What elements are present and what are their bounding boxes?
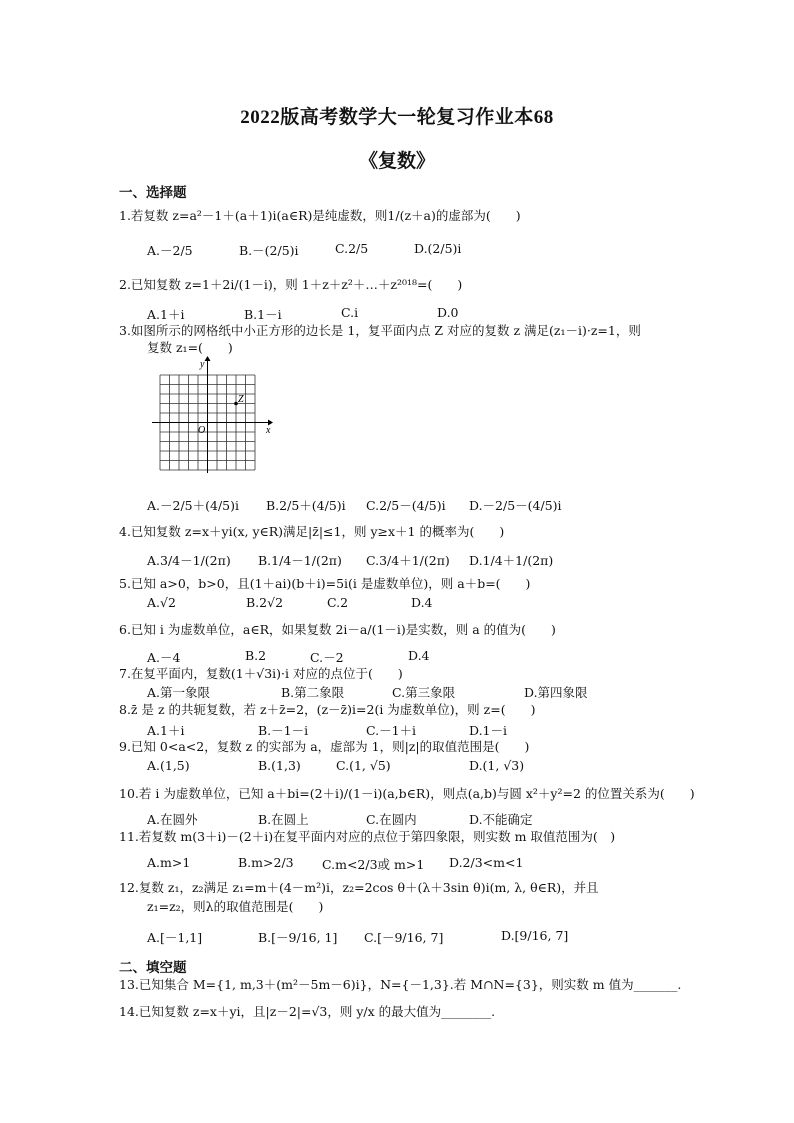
option-11d: D.2/3<m<1 (449, 855, 524, 870)
option-1d: D.(2/5)i (414, 241, 462, 256)
question-7: 7.在复平面内，复数(1＋√3i)·i 对应的点位于( ) (119, 666, 403, 681)
option-2b: B.1－i (244, 307, 282, 322)
section-heading-fill: 二、填空题 (119, 960, 187, 976)
option-3a: A.－2/5＋(4/5)i (147, 498, 239, 513)
option-3d: D.－2/5－(4/5)i (469, 498, 562, 513)
option-11c: C.m<2/3或 m>1 (322, 857, 425, 872)
option-7b: B.第二象限 (281, 685, 345, 700)
option-12b: B.[－9/16, 1] (258, 930, 338, 945)
option-11b: B.m>2/3 (238, 855, 294, 870)
option-9c: C.(1, √5) (336, 758, 391, 773)
option-3b: B.2/5＋(4/5)i (266, 498, 346, 513)
option-10d: D.不能确定 (469, 812, 533, 827)
complex-plane-grid-figure (150, 355, 275, 475)
section-heading-choice: 一、选择题 (119, 185, 187, 201)
option-12c: C.[－9/16, 7] (364, 930, 444, 945)
option-5a: A.√2 (147, 595, 176, 610)
option-4b: B.1/4－1/(2π) (258, 553, 342, 568)
question-3-cont: 复数 z₁=( ) (147, 340, 233, 355)
question-5: 5.已知 a>0，b>0，且(1＋ai)(b＋i)=5i(i 是虚数单位)，则 a＋b=( ) (119, 576, 531, 591)
option-3c: C.2/5－(4/5)i (366, 498, 446, 513)
option-9a: A.(1,5) (147, 758, 190, 773)
option-6b: B.2 (245, 648, 267, 663)
option-7d: D.第四象限 (524, 685, 588, 700)
option-2a: A.1＋i (147, 307, 185, 322)
grid-svg (150, 355, 275, 475)
option-7a: A.第一象限 (147, 685, 211, 700)
question-13: 13.已知集合 M={1, m,3＋(m²－5m－6)i}，N={－1,3}.若 M∩N={3}，则实数 m 值为_______. (119, 977, 682, 992)
question-12: 12.复数 z₁，z₂满足 z₁=m＋(4－m²)i，z₂=2cos θ＋(λ＋3sin θ)i(m, λ, θ∈R)，并且 (119, 880, 599, 895)
option-6d: D.4 (408, 648, 430, 663)
option-8a: A.1＋i (147, 723, 185, 738)
option-10a: A.在圆外 (147, 812, 198, 827)
option-9d: D.(1, √3) (469, 758, 525, 773)
question-8: 8.z̄ 是 z 的共轭复数，若 z＋z̄=2，(z－z̄)i=2(i 为虚数单位)，则 z=( ) (119, 702, 536, 717)
question-6: 6.已知 i 为虚数单位，a∈R，如果复数 2i－a/(1－i)是实数，则 a 的值为( ) (119, 622, 556, 637)
question-4: 4.已知复数 z=x＋yi(x, y∈R)满足|z̄|≤1，则 y≥x＋1 的概率为( ) (119, 524, 505, 539)
option-8b: B.－1－i (258, 723, 309, 738)
origin-label: O (198, 425, 206, 436)
x-axis-label: x (266, 425, 271, 436)
question-12-cont: z₁=z₂，则λ的取值范围是( ) (147, 899, 324, 914)
option-1c: C.2/5 (335, 241, 369, 256)
option-11a: A.m>1 (147, 855, 191, 870)
page-title: 2022版高考数学大一轮复习作业本68 (240, 107, 554, 128)
option-10c: C.在圆内 (366, 812, 417, 827)
option-4d: D.1/4＋1/(2π) (469, 553, 554, 568)
option-4a: A.3/4－1/(2π) (147, 553, 231, 568)
y-axis-label: y (200, 359, 205, 370)
y-axis-arrow-icon (205, 356, 211, 361)
option-8c: C.－1＋i (366, 723, 417, 738)
question-1: 1.若复数 z=a²－1＋(a＋1)i(a∈R)是纯虚数，则1/(z＋a)的虚部为( ) (119, 208, 521, 223)
option-12a: A.[－1,1] (147, 930, 203, 945)
option-7c: C.第三象限 (392, 685, 456, 700)
option-2d: D.0 (437, 305, 459, 320)
option-1b: B.－(2/5)i (239, 243, 299, 258)
question-11: 11.若复数 m(3＋i)－(2＋i)在复平面内对应的点位于第四象限，则实数 m 取值范围为( ) (119, 829, 616, 844)
question-14: 14.已知复数 z=x＋yi，且|z－2|=√3，则 y/x 的最大值为________. (119, 1004, 496, 1019)
option-12d: D.[9/16, 7] (501, 928, 569, 943)
question-10: 10.若 i 为虚数单位，已知 a＋bi=(2＋i)/(1－i)(a,b∈R)，则点(a,b)与圆 x²＋y²=2 的位置关系为( ) (119, 786, 695, 801)
point-z-label: Z (238, 394, 244, 405)
option-2c: C.i (341, 305, 359, 320)
option-5c: C.2 (327, 595, 349, 610)
page-subtitle: 《复数》 (358, 151, 435, 172)
option-4c: C.3/4＋1/(2π) (366, 553, 450, 568)
option-5b: B.2√2 (246, 595, 284, 610)
option-8d: D.1－i (469, 723, 508, 738)
option-10b: B.在圆上 (258, 812, 309, 827)
option-5d: D.4 (411, 595, 433, 610)
option-9b: B.(1,3) (258, 758, 301, 773)
question-9: 9.已知 0<a<2，复数 z 的实部为 a，虚部为 1，则|z|的取值范围是( ) (119, 739, 530, 754)
option-6c: C.－2 (310, 650, 344, 665)
question-3: 3.如图所示的网格纸中小正方形的边长是 1，复平面内点 Z 对应的复数 z 满足(z₁－i)·z=1，则 (119, 323, 641, 338)
question-2: 2.已知复数 z=1＋2i/(1－i)，则 1＋z＋z²＋…＋z²⁰¹⁸=( ) (119, 277, 463, 292)
option-6a: A.－4 (147, 650, 181, 665)
option-1a: A.－2/5 (147, 243, 193, 258)
